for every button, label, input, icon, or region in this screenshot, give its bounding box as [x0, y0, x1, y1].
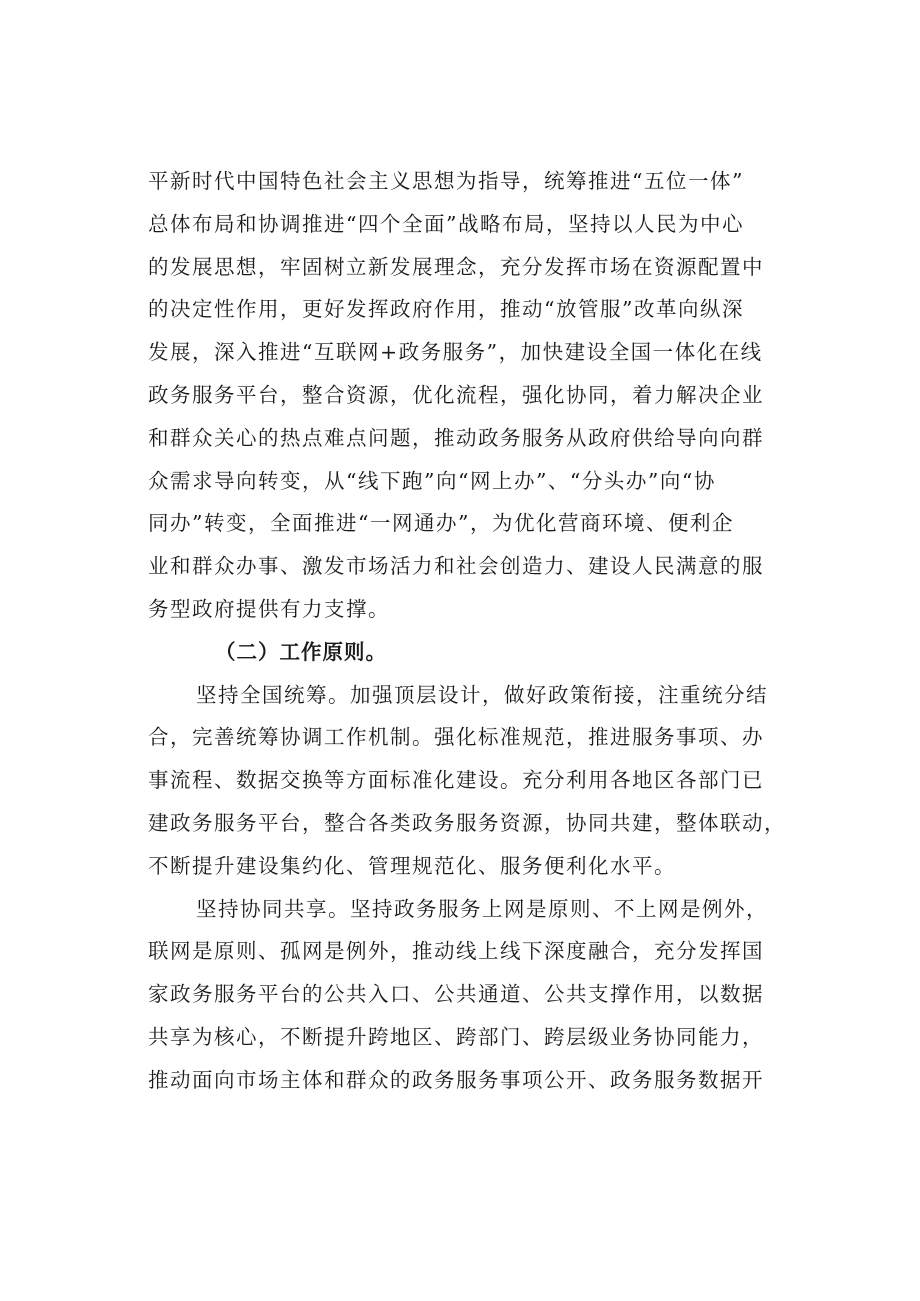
paragraph-line: 总体布局和协调推进“四个全面”战略布局，坚持以人民为中心: [148, 211, 744, 236]
document-body: [148, 160, 808, 1102]
paragraph-line: 联网是原则、孤网是例外，推动线上线下深度融合，充分发挥国: [148, 939, 764, 964]
paragraph-line: 务型政府提供有力支撑。: [148, 596, 390, 621]
paragraph-line: 合，完善统筹协调工作机制。强化标准规范，推进服务事项、办: [148, 725, 764, 750]
paragraph-line: 推动面向市场主体和群众的政务服务事项公开、政务服务数据开: [148, 1067, 764, 1092]
paragraph-line: 建政务服务平台，整合各类政务服务资源，协同共建，整体联动，: [148, 810, 786, 835]
paragraph-line: 和群众关心的热点难点问题，推动政务服务从政府供给导向向群: [148, 425, 764, 450]
paragraph-line: 坚持全国统筹。加强顶层设计，做好政策衔接，注重统分结: [196, 682, 768, 707]
paragraph-line: 的发展思想，牢固树立新发展理念，充分发挥市场在资源配置中: [148, 254, 764, 279]
paragraph-line: 同办”转变，全面推进“一网通办”，为优化营商环境、便利企: [148, 511, 734, 536]
paragraph-line: 家政务服务平台的公共入口、公共通道、公共支撑作用，以数据: [148, 982, 764, 1007]
paragraph-line: 事流程、数据交换等方面标准化建设。充分利用各地区各部门已: [148, 768, 764, 793]
paragraph-line: 的决定性作用，更好发挥政府作用，推动“放管服”改革向纵深: [148, 297, 744, 322]
section-heading: （二）工作原则。: [215, 639, 387, 664]
paragraph-line: 众需求导向转变，从“线下跑”向“网上办”、“分头办”向“协: [148, 468, 716, 493]
paragraph-line: 坚持协同共享。坚持政务服务上网是原则、不上网是例外，: [196, 896, 768, 921]
paragraph-line: 不断提升建设集约化、管理规范化、服务便利化水平。: [148, 853, 676, 878]
paragraph-line: 共享为核心，不断提升跨地区、跨部门、跨层级业务协同能力，: [148, 1024, 764, 1049]
paragraph-line: 发展，深入推进“互联网+政务服务”，加快建设全国一体化在线: [148, 340, 763, 365]
paragraph-line: 政务服务平台，整合资源，优化流程，强化协同，着力解决企业: [148, 382, 764, 407]
paragraph-line: 平新时代中国特色社会主义思想为指导，统筹推进“五位一体”: [148, 169, 744, 193]
paragraph-line: 业和群众办事、激发市场活力和社会创造力、建设人民满意的服: [148, 554, 764, 579]
